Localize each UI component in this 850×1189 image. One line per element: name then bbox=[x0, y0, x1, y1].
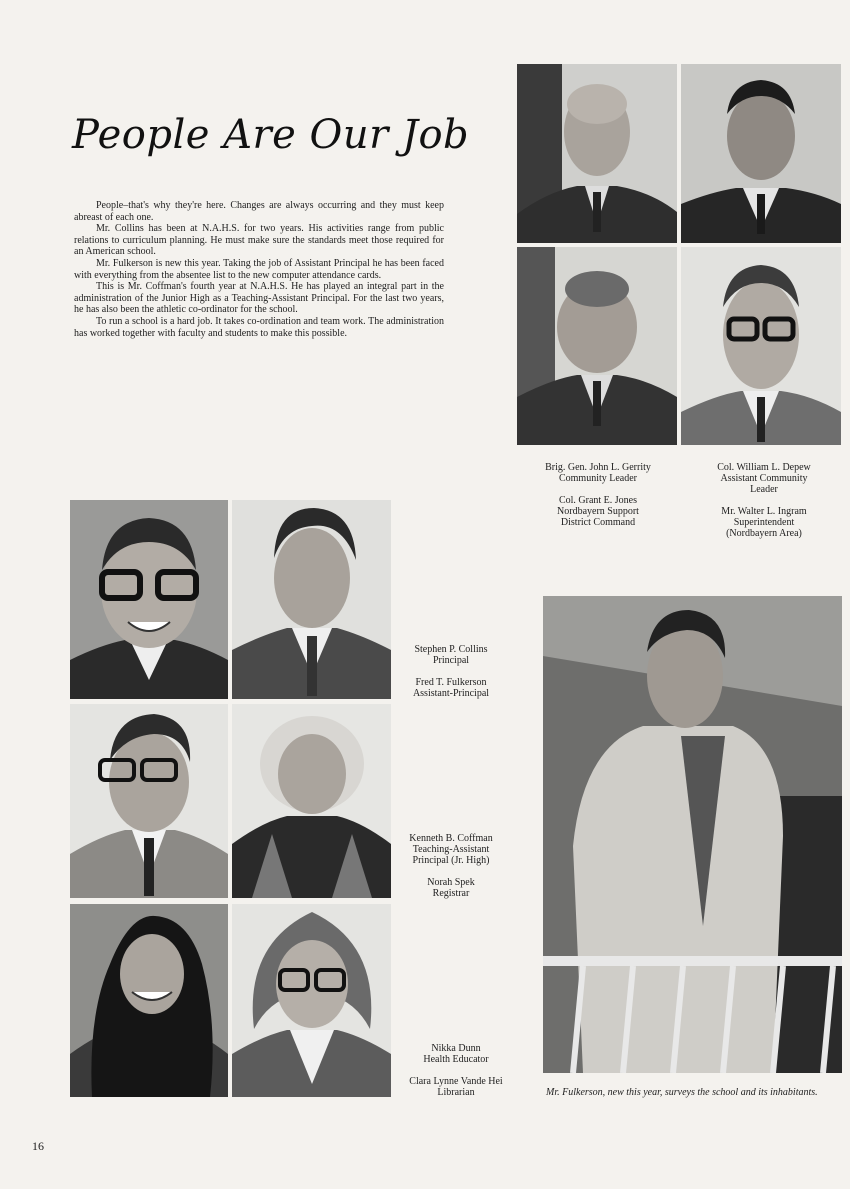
portrait-collins bbox=[70, 500, 228, 699]
caption-role: Teaching-Assistant Principal (Jr. High) bbox=[412, 844, 490, 866]
caption-name: Norah Spek bbox=[427, 877, 475, 888]
page-number: 16 bbox=[32, 1139, 44, 1153]
community-captions-left bbox=[530, 462, 666, 528]
portrait-depew bbox=[681, 64, 841, 243]
staff-captions-bottom bbox=[396, 1043, 516, 1098]
caption-role: Community Leader bbox=[558, 473, 638, 484]
intro-paragraph: This is Mr. Coffman's fourth year at N.A.H.S. He has played an integral part in the administration of the Junior High as a Teaching-Assistant Principal. For the last two years, he has also been the athletic co-ordinator for the school. bbox=[74, 281, 444, 316]
caption-role: Superintendent (Nordbayern Area) bbox=[726, 517, 802, 539]
portrait-gerrity bbox=[517, 64, 677, 243]
feature-caption: Mr. Fulkerson, new this year, surveys the school and its inhabitants. bbox=[546, 1087, 818, 1098]
portrait-dunn bbox=[70, 904, 228, 1097]
intro-paragraph: Mr. Collins has been at N.A.H.S. for two years. His activities range from public relations to curriculum planning. He must make sure the standards meet those required for an American school. bbox=[74, 223, 444, 258]
caption-role: Assistant-Principal bbox=[412, 688, 490, 699]
caption-name: Stephen P. Collins bbox=[414, 644, 488, 655]
caption-role: Health Educator bbox=[423, 1054, 489, 1065]
caption-role: Assistant Community Leader bbox=[720, 473, 808, 495]
feature-photo-fulkerson bbox=[543, 596, 842, 1073]
caption-name: Nikka Dunn bbox=[431, 1043, 481, 1054]
staff-captions-middle bbox=[396, 833, 506, 899]
intro-text bbox=[74, 200, 444, 339]
caption-name: Kenneth B. Coffman bbox=[409, 833, 493, 844]
caption-name: Col. Grant E. Jones bbox=[558, 495, 638, 506]
portrait-spek bbox=[232, 704, 391, 898]
caption-role: Registrar bbox=[432, 888, 470, 899]
staff-captions-top bbox=[396, 644, 506, 699]
caption-role: Principal bbox=[432, 655, 470, 666]
caption-name: Col. William L. Depew bbox=[717, 462, 811, 473]
caption-role: Librarian bbox=[437, 1087, 475, 1098]
caption-role: Nordbayern Support District Command bbox=[557, 506, 639, 528]
portrait-coffman bbox=[70, 704, 228, 898]
caption-name: Clara Lynne Vande Hei bbox=[409, 1076, 503, 1087]
caption-name: Brig. Gen. John L. Gerrity bbox=[545, 462, 651, 473]
page-title: People Are Our Job bbox=[72, 112, 470, 158]
portrait-fulkerson bbox=[232, 500, 391, 699]
caption-name: Fred T. Fulkerson bbox=[415, 677, 487, 688]
intro-paragraph: Mr. Fulkerson is new this year. Taking the job of Assistant Principal he has been faced with everything from the absentee list to the new computer attendance cards. bbox=[74, 257, 444, 281]
community-captions-right bbox=[696, 462, 832, 539]
portrait-jones bbox=[517, 247, 677, 445]
caption-name: Mr. Walter L. Ingram bbox=[721, 506, 807, 517]
intro-paragraph: People–that's why they're here. Changes are always occurring and they must keep abreast of each one. bbox=[74, 200, 444, 223]
intro-paragraph: To run a school is a hard job. It takes co-ordination and team work. The administration has worked together with faculty and students to make this possible. bbox=[74, 315, 444, 339]
portrait-vande-hei bbox=[232, 904, 391, 1097]
portrait-ingram bbox=[681, 247, 841, 445]
